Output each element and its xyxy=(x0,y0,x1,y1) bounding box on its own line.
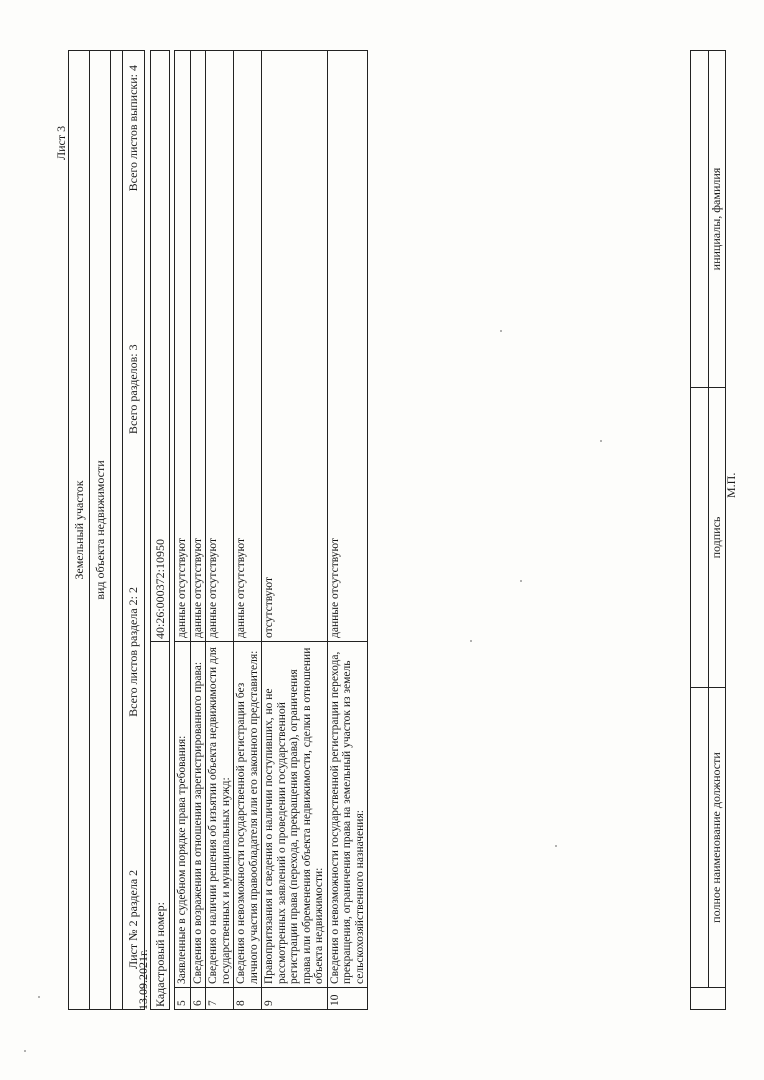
row-value: отсутствуют xyxy=(262,51,328,642)
object-type-caption: вид объекта недвижимости xyxy=(90,51,111,1009)
sheet-info-row xyxy=(123,51,144,1009)
position-cell xyxy=(691,687,725,987)
header-block xyxy=(68,50,145,1010)
name-caption: инициалы, фамилия xyxy=(708,51,723,387)
row-number: 5 xyxy=(175,988,191,1010)
sheets-in-section: Всего листов раздела 2: 2 xyxy=(126,587,140,717)
row-value: данные отсутствуют xyxy=(327,51,368,642)
name-cell xyxy=(691,51,725,387)
row-value: данные отсутствуют xyxy=(175,51,191,642)
row-description: Сведения о невозможности государственной регистрации без личного участия правообладателя или его законного представителя: xyxy=(234,642,262,988)
document-date: 13.09.2021г. xyxy=(136,949,150,1010)
row-description: Сведения о возражении в отношении зарегистрированного права: xyxy=(190,642,206,988)
stamp-mark: М.П. xyxy=(724,472,738,498)
row-value: данные отсутствуют xyxy=(206,51,234,642)
signature-block xyxy=(690,50,726,1010)
signature-cell xyxy=(691,387,725,687)
signature-caption: подпись xyxy=(708,388,723,687)
cadastral-label: Кадастровый номер: xyxy=(151,641,169,1009)
row-description: Сведения о наличии решения об изъятии объекта недвижимости для государственных и муниципальных нужд: xyxy=(206,642,234,988)
sheet-number: Лист 3 xyxy=(54,125,68,160)
signature-spacer xyxy=(691,987,725,1009)
row-value: данные отсутствуют xyxy=(190,51,206,642)
row-number: 7 xyxy=(206,988,234,1010)
table-row xyxy=(190,51,206,1010)
row-description: Правопритязания и сведения о наличии поступивших, но не рассмотренных заявлений о проведении государственной регистрации права (перехода, прекращения права), ограничения права или обременения объекта недвижимости, сделки в отношении объекта недвижимости: xyxy=(262,642,328,988)
row-description: Заявленные в судебном порядке права требования: xyxy=(175,642,191,988)
records-table xyxy=(174,50,368,1010)
sheets-total: Всего листов выписки: 4 xyxy=(126,65,140,192)
row-description: Сведения о невозможности государственной регистрации перехода, прекращения, ограничения права на земельный участок из земель сельскохозяйственного назначения: xyxy=(327,642,368,988)
row-value: данные отсутствуют xyxy=(234,51,262,642)
row-number: 9 xyxy=(262,988,328,1010)
row-number: 6 xyxy=(190,988,206,1010)
table-row xyxy=(175,51,191,1010)
table-row xyxy=(327,51,368,1010)
position-caption: полное наименование должности xyxy=(708,688,723,987)
cadastral-row xyxy=(150,50,170,1010)
table-row xyxy=(262,51,328,1010)
sheet-section: Лист № 2 раздела 2 xyxy=(126,869,140,969)
header-spacer xyxy=(111,51,123,1009)
table-row xyxy=(234,51,262,1010)
cadastral-value: 40:26:000372:10950 xyxy=(152,538,167,639)
row-number: 8 xyxy=(234,988,262,1010)
table-row xyxy=(206,51,234,1010)
object-title: Земельный участок xyxy=(69,51,90,1009)
row-number: 10 xyxy=(327,988,368,1010)
sections-total: Всего разделов: 3 xyxy=(126,344,140,435)
